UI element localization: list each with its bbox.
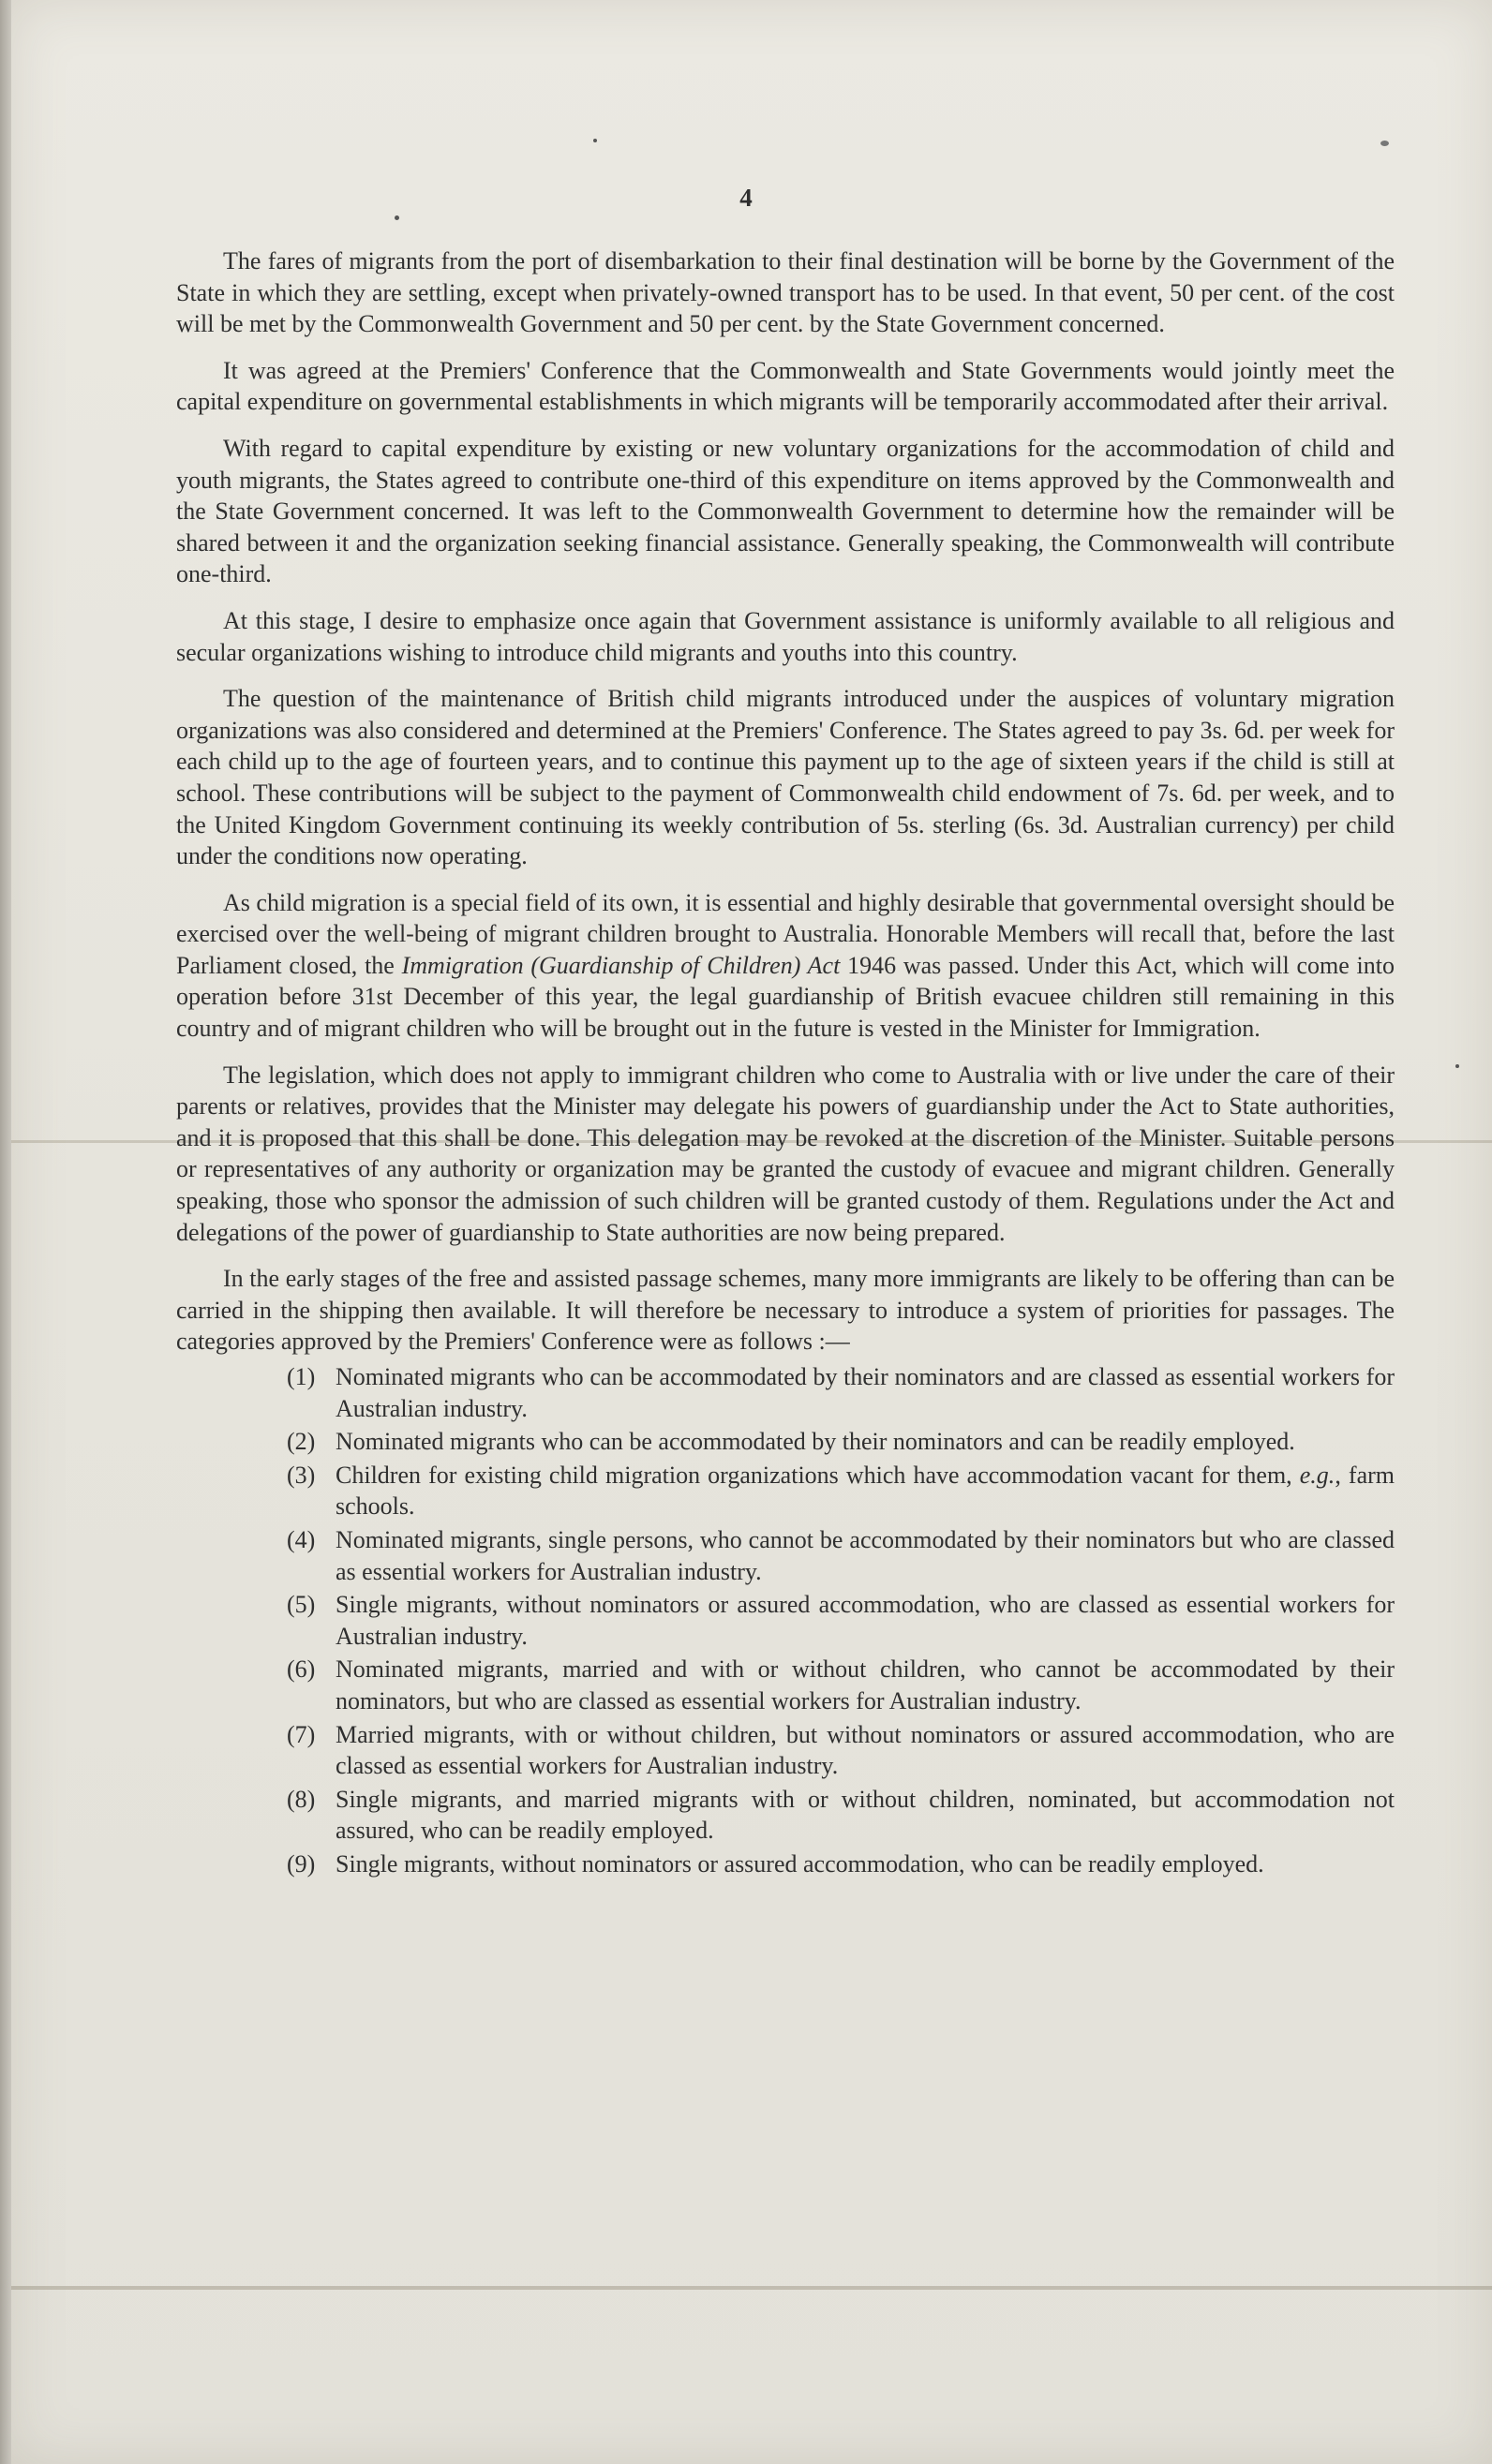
list-item-text: Nominated migrants who can be accommodated by their nominators and can be readily employed. bbox=[336, 1428, 1295, 1456]
list-item-text: Married migrants, with or without children, but without nominators or assured accommodation, who are classed as essential workers for Australian industry. bbox=[336, 1720, 1395, 1780]
list-item-number: (9) bbox=[287, 1849, 316, 1878]
paragraph-capital-expenditure: It was agreed at the Premiers' Conference that the Commonwealth and State Governments would jointly meet the capital expenditure on governmental establishments in which migrants will be temporarily accommodated after their arrival. bbox=[176, 356, 1395, 416]
act-text-before: As child migration is a special field of its own, it is essential and highly desirable that governmental oversight should be exercised over the well-being of migrant children brought to Australia. Honorable Members will recall that, before the last Parliament closed, the bbox=[176, 888, 1395, 979]
list-item-number: (3) bbox=[287, 1461, 316, 1489]
document-body bbox=[176, 245, 1395, 1882]
list-item-number: (7) bbox=[287, 1720, 316, 1748]
page-number: 4 bbox=[739, 184, 753, 212]
paragraph-fares: The fares of migrants from the port of disembarkation to their final destination will be borne by the Government of the State in which they are settling, except when privately-owned transport has to be used. In that event, 50 per cent. of the cost will be met by the Commonwealth Government and 50 per cent. by the State Government concerned. bbox=[176, 247, 1395, 338]
list-item-text: Nominated migrants who can be accommodated by their nominators and are classed as essential workers for Australian industry. bbox=[336, 1363, 1395, 1422]
paragraph-maintenance: The question of the maintenance of British child migrants introduced under the auspices of voluntary migration organizations was also considered and determined at the Premiers' Conference. The States agreed to pay 3s. 6d. per week for each child up to the age of fourteen years, and to continue this payment up to the age of sixteen years if the child is still at school. These contributions will be subject to the payment of Commonwealth child endowment of 7s. 6d. per week, and to the United Kingdom Government continuing its weekly contribution of 5s. sterling (6s. 3d. Australian currency) per child under the conditions now operating. bbox=[176, 685, 1395, 870]
list-item bbox=[287, 1654, 1395, 1716]
list-item-eg: e.g. bbox=[1299, 1461, 1335, 1489]
fold-crease bbox=[11, 2286, 1492, 2290]
paper-speck bbox=[1455, 1064, 1459, 1068]
list-item-number: (8) bbox=[287, 1785, 316, 1813]
list-item-number: (6) bbox=[287, 1655, 316, 1684]
list-item bbox=[287, 1524, 1395, 1587]
list-item-text: Nominated migrants, single persons, who cannot be accommodated by their nominators but who are classed as essential workers for Australian industry. bbox=[336, 1525, 1395, 1585]
paragraph-guardianship-act bbox=[176, 887, 1395, 1045]
paragraph-government-assistance: At this stage, I desire to emphasize once again that Government assistance is uniformly available to all religious and secular organizations wishing to introduce child migrants and youths into this country. bbox=[176, 606, 1395, 666]
list-item bbox=[287, 1426, 1395, 1458]
paper-speck bbox=[395, 215, 399, 220]
list-item bbox=[287, 1784, 1395, 1847]
list-item-number: (2) bbox=[287, 1428, 316, 1456]
paragraph-voluntary-organizations: With regard to capital expenditure by existing or new voluntary organizations for the accommodation of child and youth migrants, the States agreed to contribute one-third of this expenditure on items approved by the Commonwealth and the State Government concerned. It was left to the Commonwealth Government to determine how the remainder will be shared between it and the organization seeking financial assistance. Generally speaking, the Commonwealth will contribute one-third. bbox=[176, 434, 1395, 588]
paragraph-legislation: The legislation, which does not apply to immigrant children who come to Australia with or live under the care of their parents or relatives, provides that the Minister may delegate his powers of guardianship under the Act to State authorities, and it is proposed that this shall be done. This delegation may be revoked at the discretion of the Minister. Suitable persons or representatives of any authority or organization may be granted the custody of evacuee and migrant children. Generally speaking, those who sponsor the admission of such children will be granted custody of them. Regulations under the Act and delegations of the power of guardianship to State authorities are now being prepared. bbox=[176, 1061, 1395, 1246]
list-item-text bbox=[336, 1460, 1395, 1522]
list-item-text-before: Children for existing child migration organizations which have accommodation vacant for them, bbox=[336, 1461, 1300, 1489]
priority-categories-list bbox=[176, 1361, 1395, 1880]
act-text-after: 1946 was passed. Under this Act, which will come into operation before 31st December of this year, the legal guardianship of British evacuee children still remaining in this country and of migrant children who will be brought out in the future is vested in the Minister for Immigration. bbox=[176, 951, 1395, 1043]
list-item bbox=[287, 1460, 1395, 1522]
list-item-text: Single migrants, without nominators or assured accommodation, who can be readily employed. bbox=[336, 1849, 1264, 1878]
list-item-number: (1) bbox=[287, 1363, 316, 1390]
list-item-text: Single migrants, without nominators or assured accommodation, who are classed as essential workers for Australian industry. bbox=[336, 1591, 1395, 1650]
list-item-number: (4) bbox=[287, 1525, 316, 1553]
list-item bbox=[287, 1719, 1395, 1782]
list-item-text: Nominated migrants, married and with or without children, who cannot be accommodated by their nominators, but who are classed as essential workers for Australian industry. bbox=[336, 1655, 1395, 1714]
list-item bbox=[287, 1589, 1395, 1652]
list-item-text-after: , farm schools. bbox=[336, 1461, 1395, 1521]
list-item bbox=[287, 1848, 1395, 1880]
list-item-text: Single migrants, and married migrants with or without children, nominated, but accommodation not assured, who can be readily employed. bbox=[336, 1785, 1395, 1845]
list-item bbox=[287, 1361, 1395, 1424]
paper-speck bbox=[1380, 141, 1389, 146]
act-title: Immigration (Guardianship of Children) Act bbox=[401, 951, 841, 979]
paragraph-priorities-intro: In the early stages of the free and assisted passage schemes, many more immigrants are likely to be offering than can be carried in the shipping then available. It will therefore be necessary to introduce a system of priorities for passages. The categories approved by the Premiers' Conference were as follows :— bbox=[176, 1265, 1395, 1356]
paper-speck bbox=[593, 139, 597, 142]
list-item-number: (5) bbox=[287, 1591, 316, 1619]
